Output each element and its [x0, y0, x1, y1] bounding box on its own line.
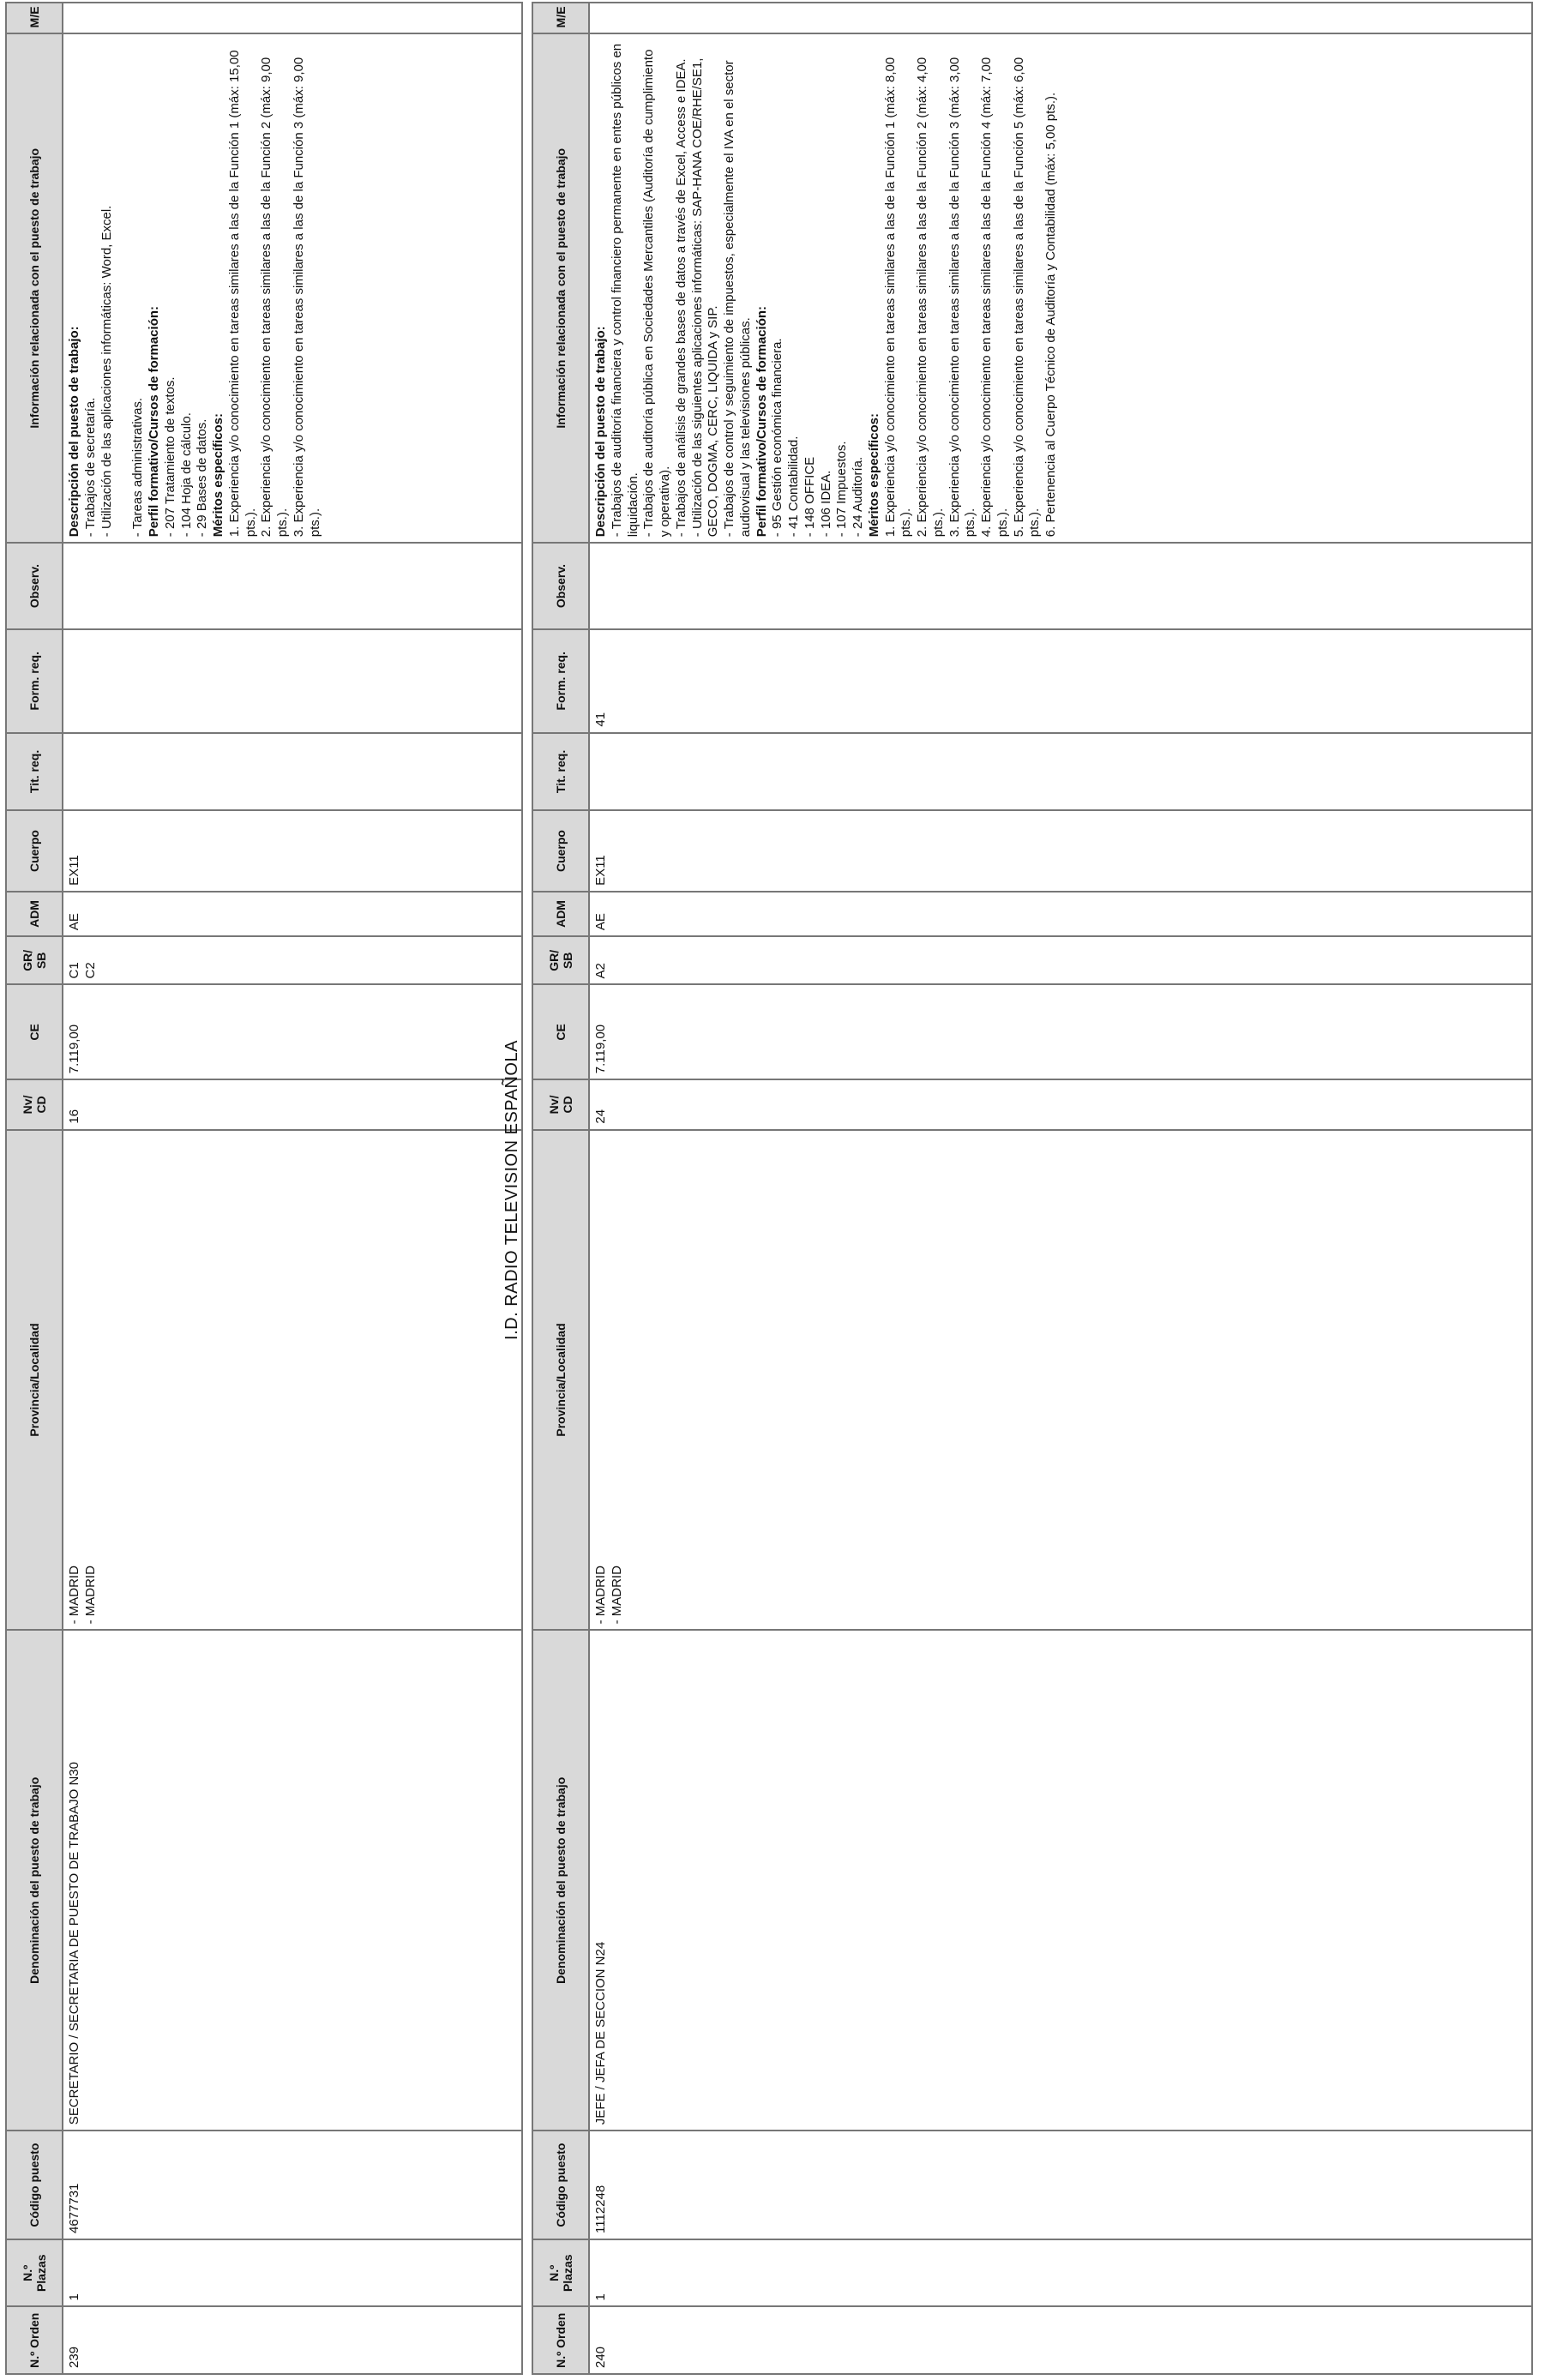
cell-cuerpo: EX11: [63, 810, 522, 892]
provincia-line: - MADRID: [609, 1566, 624, 1625]
header-orden: N.º Orden: [6, 2307, 63, 2375]
cell-adm: AE: [589, 892, 1532, 936]
cell-codigo: 1112248: [589, 2131, 1532, 2239]
perfil-line: - 41 Contabilidad.: [786, 436, 801, 538]
merito-line: 3. Experiencia y/o conocimiento en tareas similares a las de la Función 3 (máx: 3,00 pts.).: [947, 57, 978, 538]
merito-line: 6. Pertenencia al Cuerpo Técnico de Auditoría y Contabilidad (máx: 5,00 pts.).: [1043, 92, 1058, 538]
perfil-line: - 104 Hoja de cálculo.: [178, 412, 194, 538]
perfil-line: - 24 Auditoría.: [851, 456, 865, 538]
cell-ce: 7.119,00: [589, 985, 1532, 1080]
section-title: I.D. RADIO TELEVISION ESPAÑOLA: [502, 1040, 521, 1340]
cell-me: [63, 3, 522, 33]
header-cuerpo: Cuerpo: [532, 810, 589, 892]
perfil-title: Perfil formativo/Cursos de formación:: [147, 305, 161, 538]
cell-plazas: 1: [589, 2239, 1532, 2307]
desc-line: - Trabajos de auditoría pública en Sociedades Mercantiles (Auditoría de cumplimiento y operativa).: [641, 49, 672, 538]
merito-line: 5. Experiencia y/o conocimiento en tareas similares a las de la Función 5 (máx: 6,00 pts.).: [1011, 57, 1043, 538]
table-row: [63, 3, 522, 2374]
cell-form: 41: [589, 629, 1532, 733]
cell-gr: [63, 936, 522, 984]
merito-line: 1. Experiencia y/o conocimiento en tareas similares a las de la Función 1 (máx: 8,00 pts.).: [882, 57, 914, 538]
cell-adm: AE: [63, 892, 522, 936]
perfil-title: Perfil formativo/Cursos de formación:: [754, 305, 769, 538]
cell-observ: [63, 543, 522, 629]
cell-codigo: 4677731: [63, 2131, 522, 2239]
header-cuerpo: Cuerpo: [6, 810, 63, 892]
merito-line: 2. Experiencia y/o conocimiento en tareas similares a las de la Función 2 (máx: 9,00 pts.).: [259, 57, 290, 538]
header-orden: N.º Orden: [532, 2307, 589, 2375]
cell-tit: [63, 733, 522, 811]
header-codigo: Código puesto: [532, 2131, 589, 2239]
desc-line: - Utilización de las aplicaciones informáticas: Word, Excel.: [99, 205, 114, 538]
cell-cuerpo: EX11: [589, 810, 1532, 892]
cell-denominacion: JEFE / JEFA DE SECCION N24: [589, 1630, 1532, 2131]
perfil-line: - 29 Bases de datos.: [195, 418, 210, 538]
header-provincia: Provincia/Localidad: [6, 1130, 63, 1631]
gr-value: C1: [67, 962, 81, 979]
cell-gr: [589, 936, 1532, 984]
cell-denominacion: SECRETARIO / SECRETARIA DE PUESTO DE TRABAJO N30: [63, 1630, 522, 2131]
header-me: M/E: [532, 3, 589, 33]
gr-value: A2: [593, 963, 608, 979]
header-nivel: Nv/ CD: [6, 1079, 63, 1129]
merito-line: 1. Experiencia y/o conocimiento en tareas similares a las de la Función 1 (máx: 15,00 pts.).: [226, 50, 258, 538]
perfil-line: - 148 OFFICE: [802, 456, 817, 538]
meritos-title: Méritos específicos:: [211, 412, 225, 538]
header-info: Información relacionada con el puesto de trabajo: [532, 33, 589, 543]
cell-nivel: 24: [589, 1079, 1532, 1129]
header-denominacion: Denominación del puesto de trabajo: [6, 1630, 63, 2131]
cell-orden: 239: [63, 2307, 522, 2375]
desc-title: Descripción del puesto de trabajo:: [67, 326, 81, 538]
header-tit: Tit. req.: [532, 733, 589, 811]
header-denominacion: Denominación del puesto de trabajo: [532, 1630, 589, 2131]
header-nivel: Nv/ CD: [532, 1079, 589, 1129]
cell-plazas: 1: [63, 2239, 522, 2307]
desc-line: - Tareas administrativas.: [130, 397, 146, 538]
header-provincia: Provincia/Localidad: [532, 1130, 589, 1631]
header-row: [532, 3, 589, 2374]
perfil-line: - 106 IDEA.: [818, 470, 833, 538]
header-gr: GR/ SB: [532, 936, 589, 984]
cell-me: [589, 3, 1532, 33]
cell-orden: 240: [589, 2307, 1532, 2375]
provincia-line: - MADRID: [82, 1566, 98, 1625]
desc-line: - Trabajos de análisis de grandes bases de datos a través de Excel, Access e IDEA.: [673, 58, 688, 538]
header-ce: CE: [6, 985, 63, 1080]
cell-provincia: [63, 1130, 522, 1631]
gr-value: C2: [82, 962, 98, 979]
perfil-line: - 207 Tratamiento de textos.: [162, 376, 177, 538]
provincia-line: - MADRID: [67, 1566, 81, 1625]
header-tit: Tit. req.: [6, 733, 63, 811]
desc-title: Descripción del puesto de trabajo:: [593, 326, 608, 538]
positions-table: [5, 2, 523, 2375]
header-plazas: N.º Plazas: [6, 2239, 63, 2307]
desc-line: - Utilización de las siguientes aplicaciones informáticas: SAP-HANA COE/RHE/SE1, GECO, DOGMA, CERC, LIQUIDA y SIP.: [689, 57, 721, 538]
desc-line: - Trabajos de secretaría.: [82, 397, 98, 538]
cell-tit: [589, 733, 1532, 811]
header-form: Form. req.: [532, 629, 589, 733]
desc-line: - Trabajos de auditoría financiera y control financiero permanente en entes públicos en liquidación.: [609, 43, 640, 538]
merito-line: 3. Experiencia y/o conocimiento en tareas similares a las de la Función 3 (máx: 9,00 pts.).: [291, 57, 322, 538]
header-codigo: Código puesto: [6, 2131, 63, 2239]
positions-table: [532, 2, 1533, 2375]
cell-nivel: 16: [63, 1079, 522, 1129]
header-ce: CE: [532, 985, 589, 1080]
header-me: M/E: [6, 3, 63, 33]
header-observ: Observ.: [532, 543, 589, 629]
table-row: [589, 3, 1532, 2374]
desc-line: - Trabajos de control y seguimiento de impuestos, especialmente el IVA en el sector audiovisual y las televisiones públicas.: [722, 60, 753, 538]
header-gr: GR/ SB: [6, 936, 63, 984]
merito-line: 4. Experiencia y/o conocimiento en tareas similares a las de la Función 4 (máx: 7,00 pts.).: [979, 57, 1010, 538]
header-adm: ADM: [6, 892, 63, 936]
header-adm: ADM: [532, 892, 589, 936]
cell-ce: 7.119,00: [63, 985, 522, 1080]
header-form: Form. req.: [6, 629, 63, 733]
cell-info: [589, 33, 1532, 543]
header-info: Información relacionada con el puesto de trabajo: [6, 33, 63, 543]
provincia-line: - MADRID: [593, 1566, 608, 1625]
cell-provincia: [589, 1130, 1532, 1631]
perfil-line: - 95 Gestión económica financiera.: [770, 338, 785, 538]
cell-form: [63, 629, 522, 733]
meritos-title: Méritos específicos:: [866, 412, 881, 538]
merito-line: 2. Experiencia y/o conocimiento en tareas similares a las de la Función 2 (máx: 4,00 pts.).: [915, 57, 946, 538]
header-plazas: N.º Plazas: [532, 2239, 589, 2307]
cell-info: [63, 33, 522, 543]
header-row: [6, 3, 63, 2374]
perfil-line: - 107 Impuestos.: [834, 441, 850, 538]
header-observ: Observ.: [6, 543, 63, 629]
cell-observ: [589, 543, 1532, 629]
